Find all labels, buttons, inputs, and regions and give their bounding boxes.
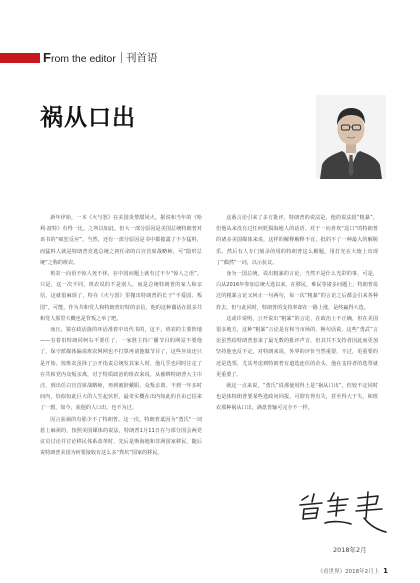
article-title: 祸从口出 — [40, 105, 136, 131]
section-header — [0, 50, 420, 66]
body-paragraph: 身为一国总统，说出粗暴的言论，当然不是什么光彩的事，可是，白从2016年参加总统大选以来，在移民，难民等诸多问题上，特朗普说过的粗暴言论又何止一句两句，每一次“粗暴”的言论之后都会引来各种炸去，但与此同时，特朗普的支持率却在一路上涨，是终赢得大选。 — [216, 271, 378, 311]
column-name: 刊首语 — [126, 52, 158, 64]
page-footer — [318, 567, 388, 575]
publication-date: 2018年2月 — [333, 546, 367, 554]
header-divider — [121, 52, 122, 63]
magazine-issue: 《看世界》2018年2月上 — [317, 569, 380, 575]
body-paragraph: 就这一点来说，“勇氏”说那使用得上是“祸从口出”，但较不定同时也是体特朗普要某些选政问回报，可谓有得有失，甚至得大于失，和班农那种祸从口出，满盘皆输可完全不一样。 — [216, 383, 378, 412]
article-body-left-column — [40, 213, 202, 459]
brand-bar — [0, 53, 40, 63]
section-label-rest: rom the editor — [50, 53, 116, 65]
body-paragraph: 新年伊始，一本《火与怒》在美国炎黎甜风火。据说和当年的《哈利·波特》有得一比，之所以如此，但大一部分原因是美国总统特朗普对该书的“疯狂反应”。当然，还有一部分原因是书中都披露了不少猛料，而猛料人就是特朗普竞选总统之初任命的白宫首席战略师，可“隐形总统”之称的班农。 — [40, 215, 202, 266]
author-portrait — [316, 95, 386, 179]
section-label-initial: F — [43, 50, 51, 65]
section-label — [43, 51, 116, 66]
author-signature — [294, 488, 388, 536]
body-paragraph: 因言获祸的有那少不了特朗普。这一次，特朗普诋因为“勇氏”一词惹上麻须的，按照美国媒体的说法，特朗普1月11日在与部分国会两党议员讨论并讨论移民体系改革时，先后是斯海地和非洲国家移民，随后说特朗普美国为何要接收有这么多“粪坑”国家的移民。 — [40, 416, 202, 457]
body-paragraph: 这番言论引来了多方批评，特朗普的说法是，他的说法很“粗暴”，但他从来没有过任何贬损海地人的话语。对于一向喜欢“逞口”的特朗普的诸多美国媒体来说，这样的解释解释不宜，批的不了一种最大的解脱乐。然后有人专门刻录的用的特朗普这么解题，用打光在大炮上出现了“偶然”一词，以示抗议。 — [216, 215, 378, 266]
body-paragraph: 而且，猜在政话拢的环话准着中出代书的，这不，班农的主要阵地——有着旧特朗同柯右不要任了，一家胜主持广播节目的网站不要他了，保守派媒体偏说班农网网也不打算再请他做节目了，这些应该还只是开始。按班农虽择了公开指责总统发其家人时，他几乎也同时注定了在共和党内众叛亲离，对于特质政治的班农来说，从被绑特朗普大主巾洼，到出任白宫首席战略师，再到被辞戴职，众叛亲离，不到一年多时间内，恰似如此巨大的人生起伏折，最奇实概在出内如此的自由已招来了一想，如今，获他的人口出，也不为过。 — [40, 327, 202, 412]
page-number: 1 — [383, 567, 388, 575]
body-paragraph: 这或许说明，公开说出“粗暴”的言论，在政治上不正确，但在美国很多地方，这种“粗暴”言论是有和当市场的，换句话说，这些“勇武”言论虽然给特朗普惹来了最无数的批评声音，但其共不支持者因此而更加坚持他也反不定，对特朗来说，外界的评价当然重要，不过，更重要的还是选票，尤其考虑到特朗普有道选连任的企头，他在支持者的选票就更重要了。 — [216, 315, 378, 378]
article-body-right-column — [216, 213, 378, 415]
body-paragraph: 班农一向语不惊人死不休，在中国问题上就有过不少“惊人之语”。只是，这一次不同，班农说的不是别人，而是总统特朗普的家人和亲信，这就很麻烦了，特在《火与怒》里抛出特朗普的长子“不爱国、叛国”，可能，作为共和党人和特朗普好特的亲信，他的这种偶话在很多共和党人那里大概也是背叛之举了吧。 — [40, 271, 202, 322]
